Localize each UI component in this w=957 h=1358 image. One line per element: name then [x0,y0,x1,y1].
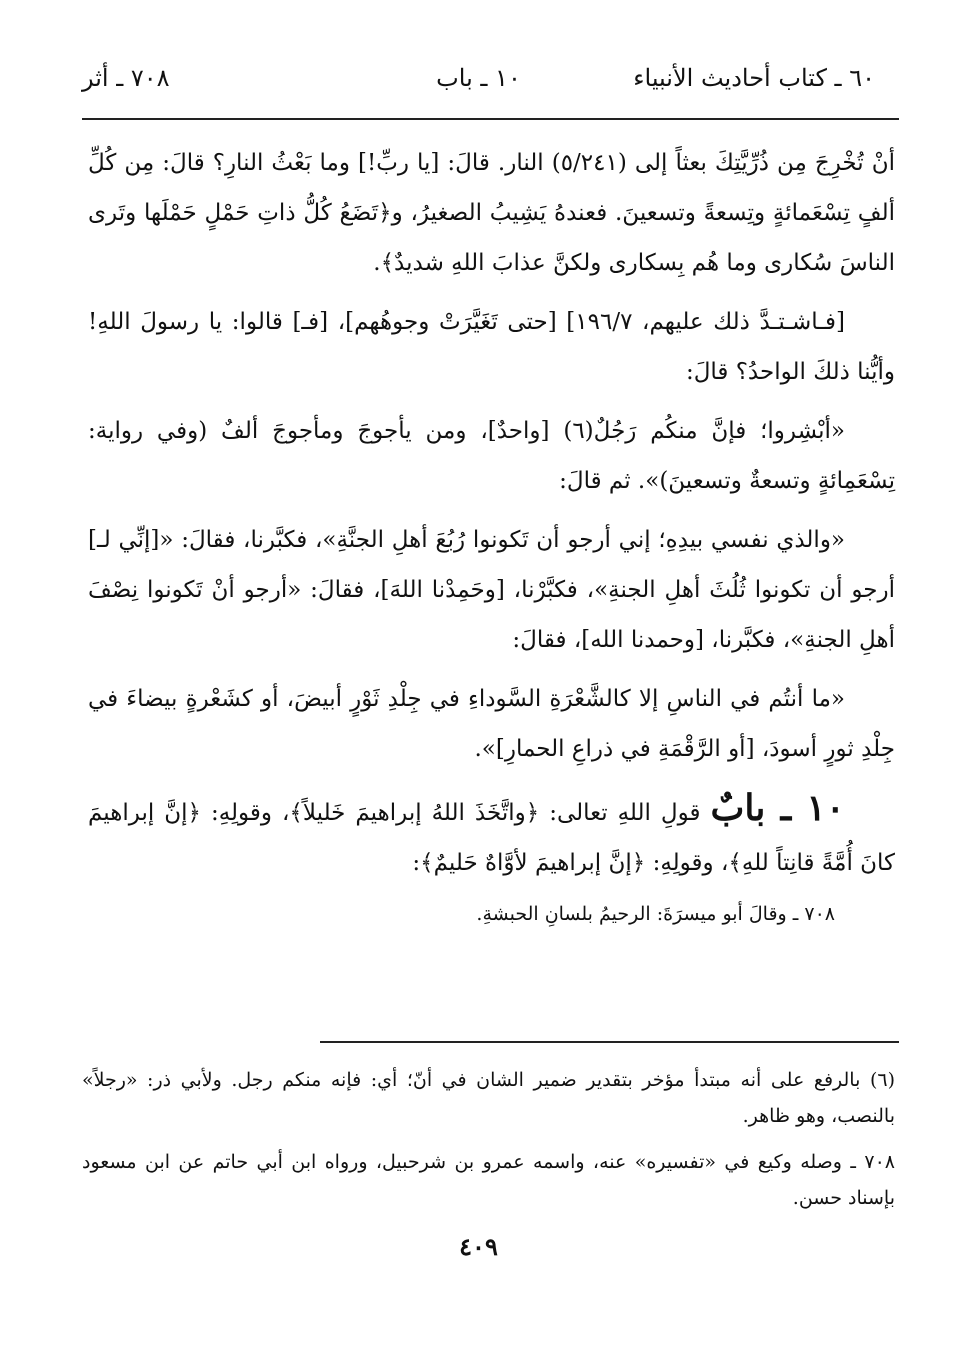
paragraph-2: [فـاشـتـدَّ ذلك عليهم، ١٩٦/٧] [حتى تَغَيَّرَتْ وجوهُهم]، [فـ] قالوا: يا رسولَ اللهِ! وأيُّنا ذلكَ الواحدُ؟ قالَ: [88,309,895,385]
chapter-number: ١٠ ـ بابٌ [710,787,845,829]
paragraph-4: «والذي نفسي بيدِهِ؛ إني أرجو أن تَكونوا رُبُعَ أهلِ الجنَّةِ»، فكبَّرنا، فقالَ: «[إنِّي لـ] أرجو أن تكونوا ثُلُثَ أهلِ الجنةِ»، فكبَّرْنا، [وحَمِدْنا اللهَ]، فقالَ: «أرجو أنْ تَكونوا نِصْفَ أهلِ الجنةِ»، فكبَّرنا، [وحمدنا الله]، فقالَ: [88,527,895,653]
header-athar-number: ٧٠٨ ـ أثر [82,64,170,92]
header-divider [82,118,899,120]
chapter-heading [88,783,895,888]
footnote-708: ٧٠٨ ـ وصله وكيع في «تفسيره» عنه، واسمه عمرو بن شرحبيل، ورواه ابن أبي حاتم عن ابن مسعود بإسناد حسن. [82,1151,895,1209]
paragraph-1: أنْ تُخْرِجَ مِن ذُرِّيَّتِكَ بعثاً إلى (٥/٢٤١) النار. قالَ: [يا ربِّ!] وما بَعْثُ النارِ؟ قالَ: مِن كُلِّ ألفٍ تِسْعَمائةٍ وتِسعةً وتسعينَ. فعندهُ يَشِيبُ الصغيرُ، و﴿تَضَعُ كُلُّ ذاتِ حَمْلٍ حَمْلَها وتَرى الناسَ سُكارى وما هُم بِسكارى ولكنَّ عذابَ اللهِ شديدٌ﴾. [88,150,895,276]
footnote-divider [320,1041,899,1043]
header-book-title: ٦٠ ـ كتاب أحاديث الأنبياء [633,64,875,92]
paragraph-3: «أبْشِروا؛ فإنَّ منكُم رَجُلٌ(٦) [واحدٌ]، ومن يأجوجَ ومأجوجَ ألفٌ (وفي رواية: تِسْعَمِائةٍ وتسعةٌ وتسعينَ)». ثم قالَ: [88,418,895,494]
page-number: ٤٠٩ [459,1232,498,1261]
paragraph-5: «ما أنتُم في الناسِ إلا كالشَّعْرَةِ السَّوداءِ في جِلْدِ ثَوْرٍ أبيضَ، أو كشَعْرةٍ بيضاءَ في جِلْدِ ثورٍ أسودَ، [أو الرَّقْمَةِ في ذراعِ الحمارِ]». [88,686,895,762]
main-text [88,138,895,940]
athar-708: ٧٠٨ ـ وقالَ أبو ميسرَةَ: الرحيمُ بلسانِ الحبشةِ. [476,903,835,925]
header-chapter: ١٠ ـ باب [436,64,521,92]
chapter-title: قولِ اللهِ تعالى: ﴿واتَّخَذَ اللهُ إبراهيمَ خَليلاً﴾، وقولِهِ: ﴿إنَّ إبراهيمَ كانَ أُمَّةً قانِتاً للهِ﴾، وقولِهِ: ﴿إنَّ إبراهيمَ لأوَّاهٌ حَليمٌ﴾: [88,800,895,876]
footnote-6: (٦) بالرفع على أنه مبتدأ مؤخر بتقدير ضمير الشان في أنّ؛ أي: فإنه منكم رجل. ولأبي ذر: «رجلاً» بالنصب، وهو ظاهر. [82,1069,895,1127]
running-header [82,58,875,98]
footnotes [82,1062,895,1226]
